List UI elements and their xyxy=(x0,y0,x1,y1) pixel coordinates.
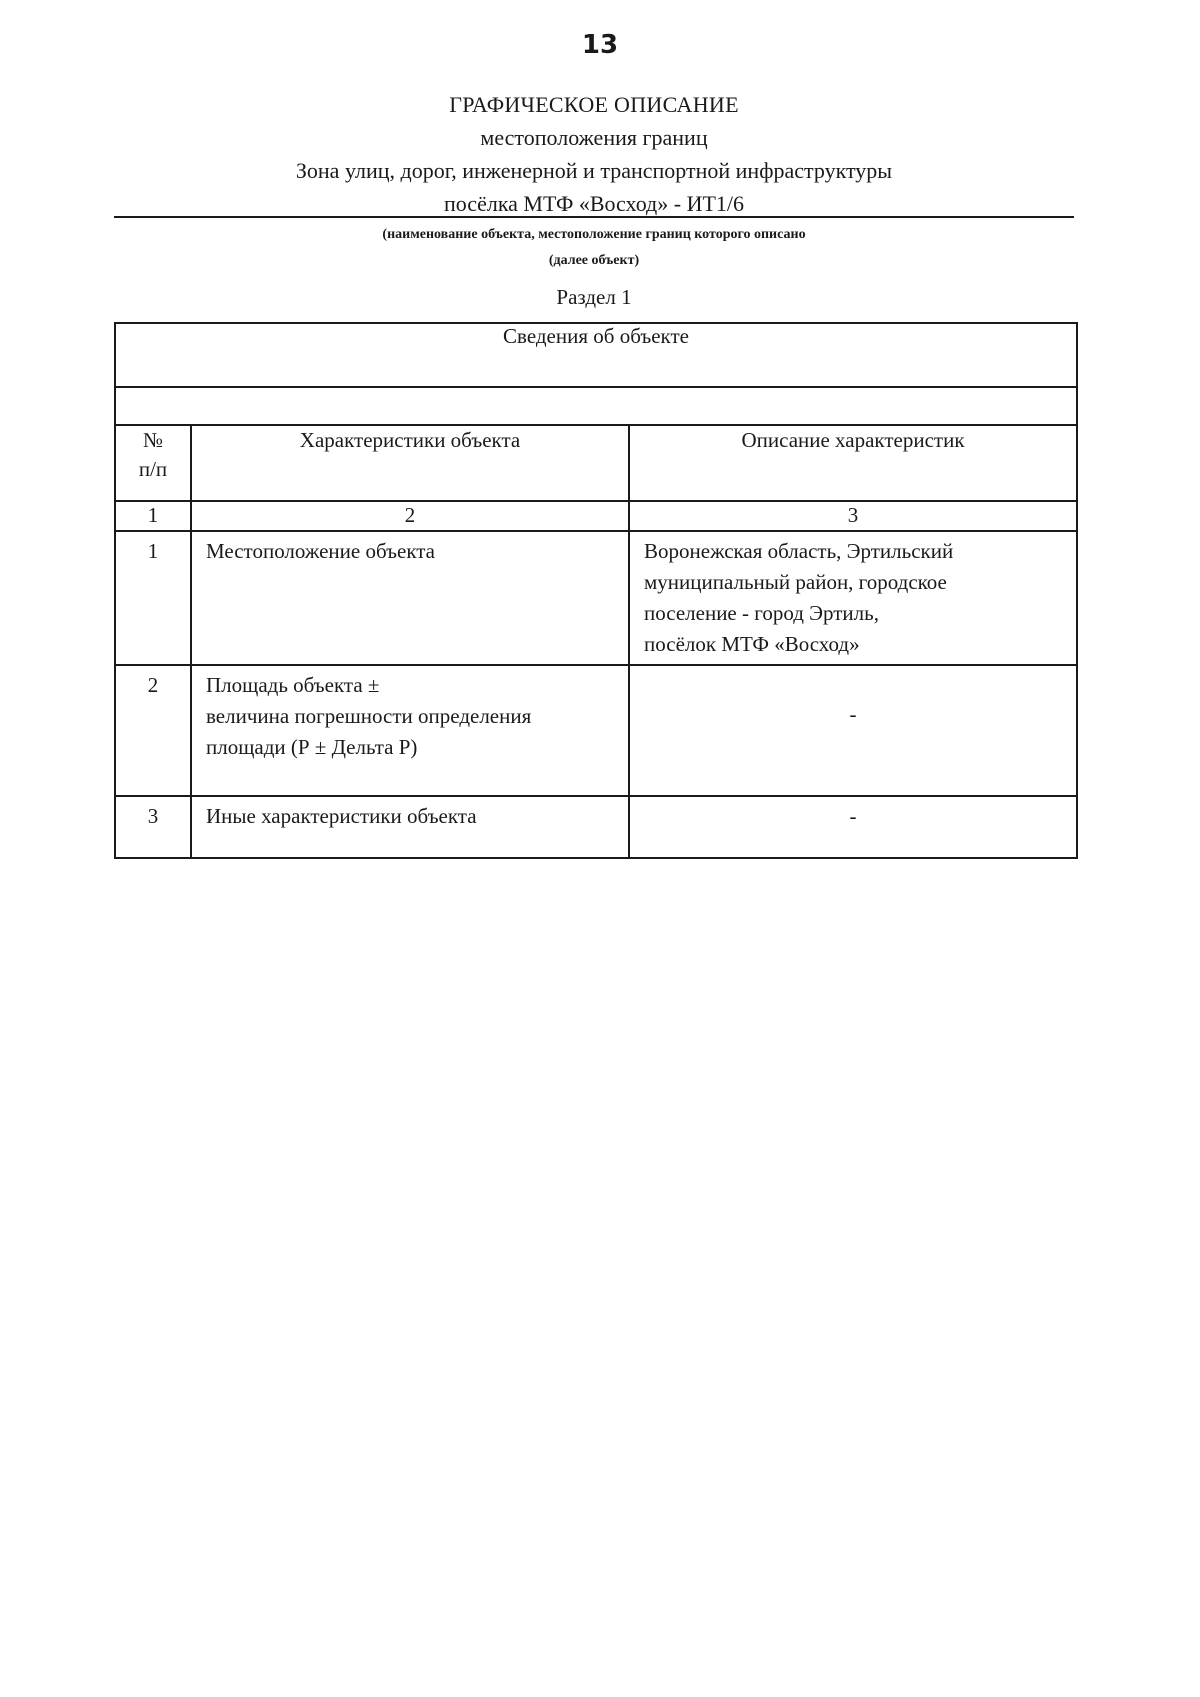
object-name-line-1: Зона улиц, дорог, инженерной и транспортной инфраструктуры xyxy=(295,158,893,183)
table-row xyxy=(115,796,1077,858)
description-line: поселение - город Эртиль, xyxy=(644,601,879,625)
document-title-block xyxy=(114,88,1074,220)
column-number-1: 1 xyxy=(115,501,191,531)
object-info-table xyxy=(114,322,1078,859)
characteristic-line: Площадь объекта ± xyxy=(206,673,380,697)
characteristic-line: площади (Р ± Дельта Р) xyxy=(206,735,418,759)
document-subtitle: местоположения границ xyxy=(480,125,708,150)
title-underline xyxy=(114,216,1074,218)
table-row xyxy=(115,665,1077,796)
row-description xyxy=(629,796,1077,858)
object-name-line-2: посёлка МТФ «Восход» - ИТ1/6 xyxy=(443,191,745,216)
table-heading: Сведения об объекте xyxy=(115,323,1077,387)
row-number: 3 xyxy=(115,796,191,858)
row-characteristic xyxy=(191,796,629,858)
section-label: Раздел 1 xyxy=(556,285,632,309)
table-row xyxy=(115,531,1077,665)
column-header-description: Описание характеристик xyxy=(629,425,1077,501)
row-description xyxy=(629,665,1077,796)
row-characteristic xyxy=(191,531,629,665)
table-heading-row xyxy=(115,323,1077,387)
column-number-2: 2 xyxy=(191,501,629,531)
description-line: посёлок МТФ «Восход» xyxy=(644,632,860,656)
object-caption xyxy=(114,222,1074,274)
characteristic-line: Местоположение объекта xyxy=(206,539,436,563)
document-title: ГРАФИЧЕСКОЕ ОПИСАНИЕ xyxy=(449,92,739,117)
description-line: Воронежская область, Эртильский xyxy=(644,539,954,563)
column-number-row xyxy=(115,501,1077,531)
row-number: 2 xyxy=(115,665,191,796)
column-header-row xyxy=(115,425,1077,501)
caption-line-2: (далее объект) xyxy=(548,253,640,268)
column-header-number-abbr: п/п xyxy=(138,457,168,481)
row-characteristic xyxy=(191,665,629,796)
characteristic-line: величина погрешности определения xyxy=(206,704,532,728)
column-header-number-sign: № xyxy=(142,428,164,452)
column-header-characteristics: Характеристики объекта xyxy=(191,425,629,501)
description-dash: - xyxy=(849,804,857,828)
row-number: 1 xyxy=(115,531,191,665)
description-dash: - xyxy=(849,702,857,726)
page-number: 13 xyxy=(581,30,619,60)
caption-line-1: (наименование объекта, местоположение границ которого описано xyxy=(382,227,806,242)
table-empty-row xyxy=(115,387,1077,425)
column-header-number xyxy=(115,425,191,501)
row-description xyxy=(629,531,1077,665)
empty-cell xyxy=(115,387,1077,425)
characteristic-line: Иные характеристики объекта xyxy=(206,804,477,828)
column-number-3: 3 xyxy=(629,501,1077,531)
description-line: муниципальный район, городское xyxy=(644,570,947,594)
